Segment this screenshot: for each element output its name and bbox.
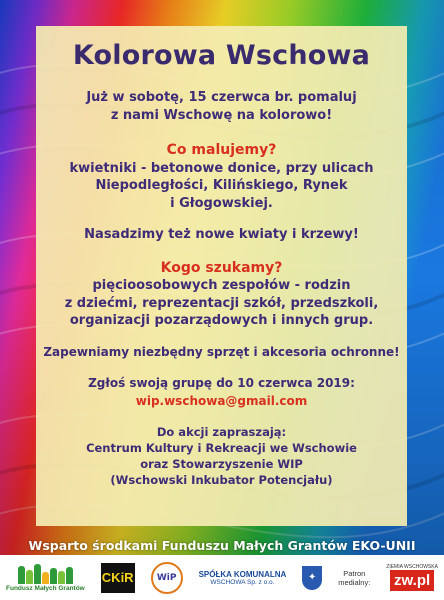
intro-line: Już w sobotę, 15 czerwca br. pomaluj [86,90,357,105]
organizers-line: Do akcji zapraszają: [156,425,287,439]
seek-line: organizacji pozarządowych i innych grup. [69,313,374,328]
seek-line: z dziećmi, reprezentacji szkół, przedszkoli, [64,295,379,311]
zw-caption: ZIEMIA WSCHOWSKA [386,564,438,570]
plant-line: Nasadzimy też nowe kwiaty i krzewy! [84,227,359,242]
zw-logo [386,564,438,591]
sk-bottom-label: WSCHOWA Sp. z o.o. [210,578,275,586]
equipment-line: Zapewniamy niezbędny sprzęt i akcesoria ochronne! [43,344,400,359]
ckir-logo: CKiR [101,563,135,593]
town-crest-icon: ✦ [302,566,322,590]
seek-heading: Kogo szukamy? [160,259,283,276]
sponsor-footer [0,555,444,600]
fmg-logo [6,564,85,592]
paint-line: i Głogowskiej. [170,195,273,211]
organizers-line: (Wschowski Inkubator Potencjału) [110,473,333,487]
signup-block [42,375,401,410]
people-figures-icon [18,564,73,584]
paint-line: kwietniki - betonowe donice, przy ulicach [69,160,374,176]
organizers-line: oraz Stowarzyszenie WIP [140,457,303,471]
seek-line: pięcioosobowych zespołów - rodzin [92,278,351,293]
paint-line: Niepodległości, Kilińskiego, Rynek [95,178,348,193]
intro-line: z nami Wschowę na kolorowo! [110,107,333,123]
zw-label: zw.pl [390,570,434,591]
sk-top-label: SPÓŁKA KOMUNALNA [198,569,287,579]
patron-line: Patron [343,568,366,578]
organizers-block [42,424,401,488]
paint-body [42,160,401,213]
intro-text [42,89,401,124]
fmg-label: Fundusz Małych Grantów [6,584,85,592]
funding-line: Wsparto środkami Funduszu Małych Grantów EKO-UNII [28,538,416,553]
patron-label [338,569,370,587]
patron-line: medialny: [338,577,371,587]
poster-title: Kolorowa Wschowa [72,40,371,71]
organizers-line: Centrum Kultury i Rekreacji we Wschowie [86,441,357,455]
signup-line: Zgłoś swoją grupę do 10 czerwca 2019: [88,376,355,390]
paint-heading: Co malujemy? [166,142,277,158]
spolka-komunalna-logo [199,570,287,586]
email-link[interactable]: wip.wschowa@gmail.com [135,393,308,408]
text-panel [36,26,407,526]
seek-body [42,277,401,330]
wip-logo: WiP [151,562,183,594]
